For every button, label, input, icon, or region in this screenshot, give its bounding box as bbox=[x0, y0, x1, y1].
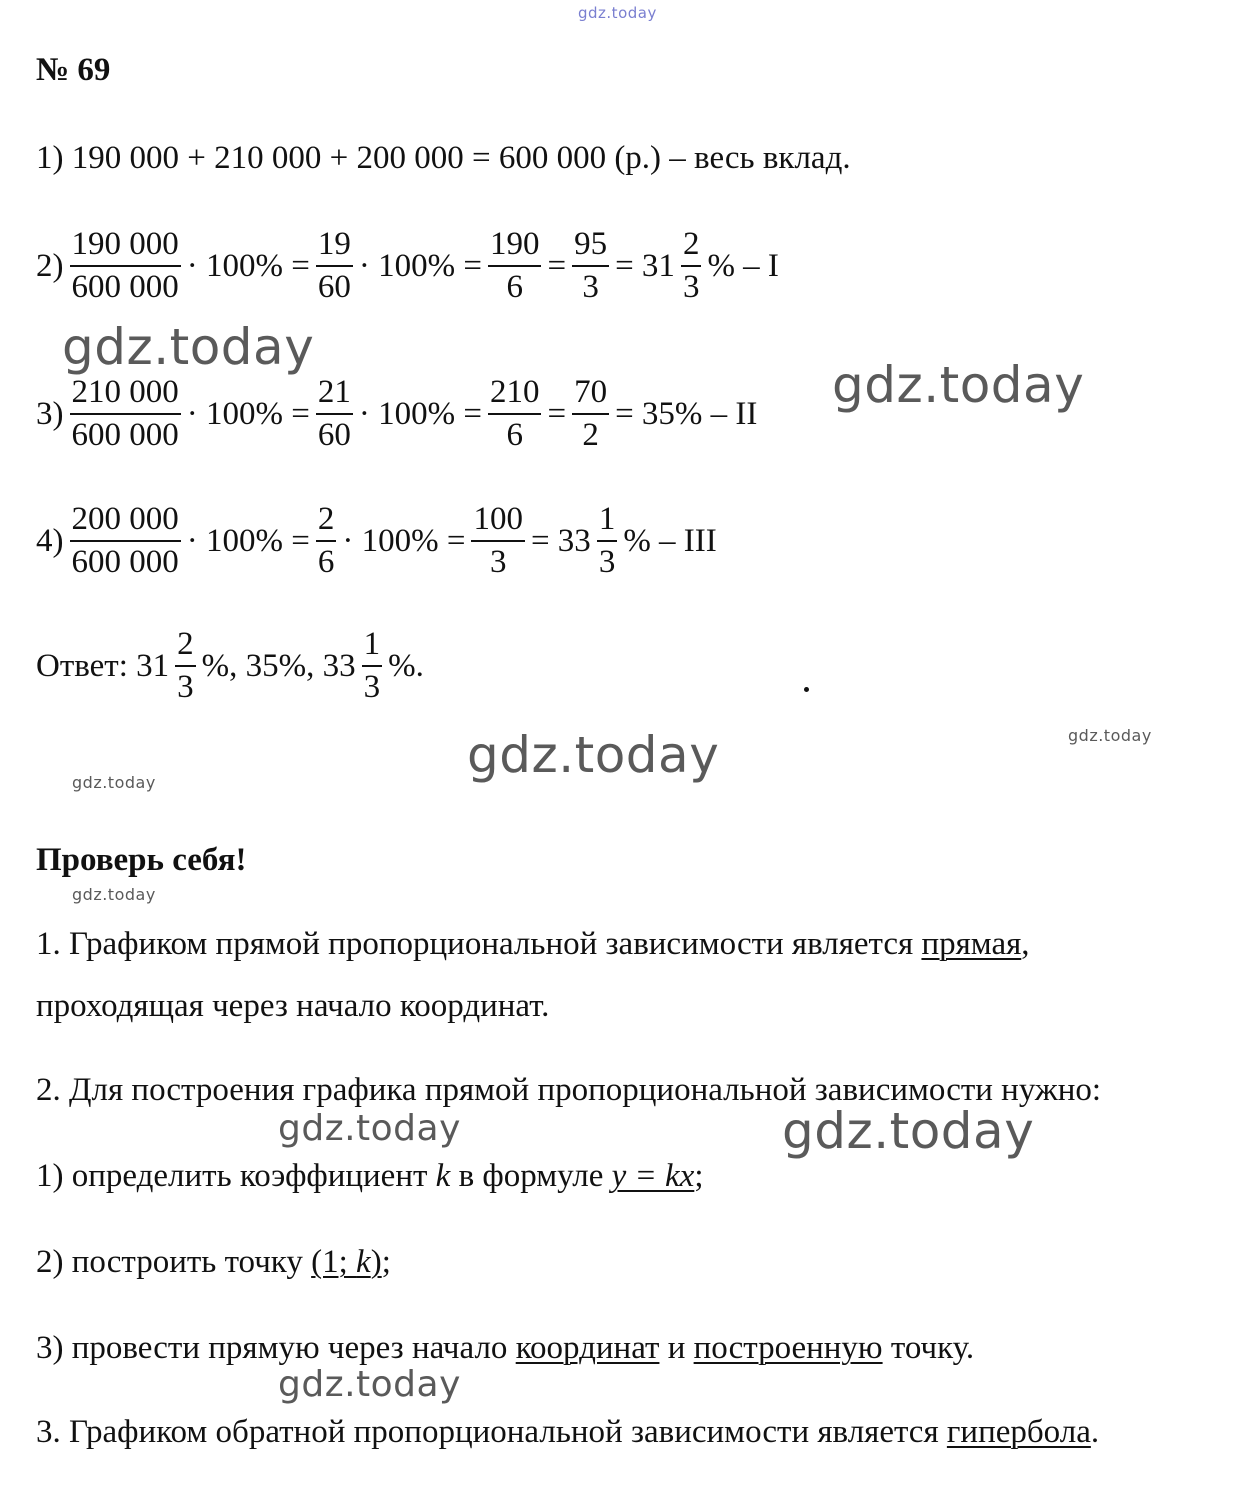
watermark-4: gdz.today bbox=[1068, 726, 1152, 745]
step-3-label: 3) bbox=[36, 395, 64, 432]
watermark-8: gdz.today bbox=[782, 1102, 1035, 1160]
step-2-label: 2) bbox=[36, 247, 64, 284]
check-step-3-answer-2: построенную bbox=[693, 1330, 883, 1366]
step-4-op-1: · 100% = bbox=[186, 522, 310, 559]
check-item-3-answer: гипербола bbox=[946, 1414, 1091, 1450]
step-2-fraction-2: $\frac{19}{60}$ bbox=[317, 226, 351, 305]
step-2-result: % – I bbox=[707, 247, 779, 284]
check-step-2-point-close: ) bbox=[370, 1244, 382, 1280]
step-4-fraction-4: $\frac{1}{3}$ bbox=[598, 501, 616, 580]
step-2-op-2: · 100% = bbox=[358, 247, 482, 284]
answer bbox=[36, 628, 424, 704]
step-4-fraction-3: $\frac{100}{3}$ bbox=[473, 501, 523, 580]
step-3-fraction-4: $\frac{70}{2}$ bbox=[574, 374, 608, 453]
watermark-1: gdz.today bbox=[62, 318, 315, 376]
step-3-fraction-3: $\frac{210}{6}$ bbox=[489, 374, 540, 453]
check-item-1 bbox=[36, 928, 1030, 961]
watermark-3: gdz.today bbox=[467, 726, 720, 784]
step-2-op-1: · 100% = bbox=[186, 247, 310, 284]
check-step-2 bbox=[36, 1246, 391, 1279]
step-4-fraction-1: $\frac{200 000}{600 000}$ bbox=[71, 501, 179, 580]
answer-mid: %, 35%, 33 bbox=[201, 647, 356, 684]
answer-fraction-1: $\frac{2}{3}$ bbox=[177, 626, 194, 705]
watermark-6: gdz.today bbox=[72, 885, 156, 904]
check-step-3 bbox=[36, 1332, 974, 1365]
step-2-op-4: = 31 bbox=[615, 247, 675, 284]
step-2 bbox=[36, 228, 779, 304]
check-step-2-point-open: (1; bbox=[311, 1244, 357, 1280]
check-step-3-text-3: точку. bbox=[882, 1330, 975, 1366]
step-2-fraction-5: $\frac{2}{3}$ bbox=[682, 226, 700, 305]
check-item-3-punct: . bbox=[1090, 1414, 1100, 1450]
check-title: Проверь себя! bbox=[36, 842, 247, 878]
step-3-op-3: = bbox=[547, 395, 567, 432]
check-step-1-text-2: в формуле bbox=[450, 1158, 612, 1194]
step-2-fraction-1: $\frac{190 000}{600 000}$ bbox=[71, 226, 179, 305]
step-4-op-3: = 33 bbox=[530, 522, 591, 559]
watermark-2: gdz.today bbox=[832, 356, 1085, 414]
step-3-fraction-2: $\frac{21}{60}$ bbox=[317, 374, 351, 453]
step-3-op-1: · 100% = bbox=[186, 395, 310, 432]
check-item-3-text: 3. Графиком обратной пропорциональной зависимости является bbox=[36, 1414, 947, 1450]
step-4 bbox=[36, 503, 717, 579]
check-item-1-line2: проходящая через начало координат. bbox=[36, 988, 550, 1024]
problem-title: № 69 bbox=[36, 52, 111, 88]
step-3-result: = 35% – II bbox=[615, 395, 758, 432]
check-step-1-text: 1) определить коэффициент bbox=[36, 1158, 436, 1194]
step-2-fraction-3: $\frac{190}{6}$ bbox=[489, 226, 540, 305]
step-2-op-3: = bbox=[547, 247, 567, 284]
check-step-1-punct: ; bbox=[694, 1158, 704, 1194]
check-step-2-k: k bbox=[356, 1244, 371, 1280]
step-4-op-2: · 100% = bbox=[342, 522, 466, 559]
step-3-op-2: · 100% = bbox=[358, 395, 482, 432]
step-1: 1) 190 000 + 210 000 + 200 000 = 600 000 (р.) – весь вклад. bbox=[36, 140, 851, 176]
step-4-label: 4) bbox=[36, 522, 64, 559]
check-step-1-k: k bbox=[435, 1158, 451, 1194]
check-item-3 bbox=[36, 1416, 1099, 1449]
check-step-1 bbox=[36, 1160, 703, 1193]
stray-dot bbox=[804, 687, 809, 692]
check-step-3-answer-1: координат bbox=[515, 1330, 660, 1366]
watermark-7: gdz.today bbox=[278, 1108, 461, 1149]
step-4-fraction-2: $\frac{2}{6}$ bbox=[317, 501, 335, 580]
check-step-2-punct: ; bbox=[381, 1244, 391, 1280]
check-item-2: 2. Для построения графика прямой пропорциональной зависимости нужно: bbox=[36, 1072, 1102, 1108]
check-step-1-formula: y = kx bbox=[611, 1158, 695, 1194]
watermark-top: gdz.today bbox=[578, 4, 657, 22]
check-step-2-text: 2) построить точку bbox=[36, 1244, 312, 1280]
answer-fraction-2: $\frac{1}{3}$ bbox=[363, 626, 381, 705]
watermark-9: gdz.today bbox=[278, 1364, 461, 1405]
step-3 bbox=[36, 376, 757, 452]
check-step-3-text: 3) провести прямую через начало bbox=[36, 1330, 516, 1366]
step-4-result: % – III bbox=[623, 522, 717, 559]
check-step-3-text-2: и bbox=[659, 1330, 694, 1366]
answer-end: %. bbox=[388, 647, 424, 684]
check-item-1-punct: , bbox=[1021, 926, 1030, 962]
step-3-fraction-1: $\frac{210 000}{600 000}$ bbox=[71, 374, 179, 453]
watermark-5: gdz.today bbox=[72, 773, 156, 792]
check-item-1-answer: прямая bbox=[921, 926, 1022, 962]
check-item-1-text: 1. Графиком прямой пропорциональной зависимости является bbox=[36, 926, 922, 962]
step-2-fraction-4: $\frac{95}{3}$ bbox=[574, 226, 608, 305]
answer-label: Ответ: 31 bbox=[36, 647, 170, 684]
